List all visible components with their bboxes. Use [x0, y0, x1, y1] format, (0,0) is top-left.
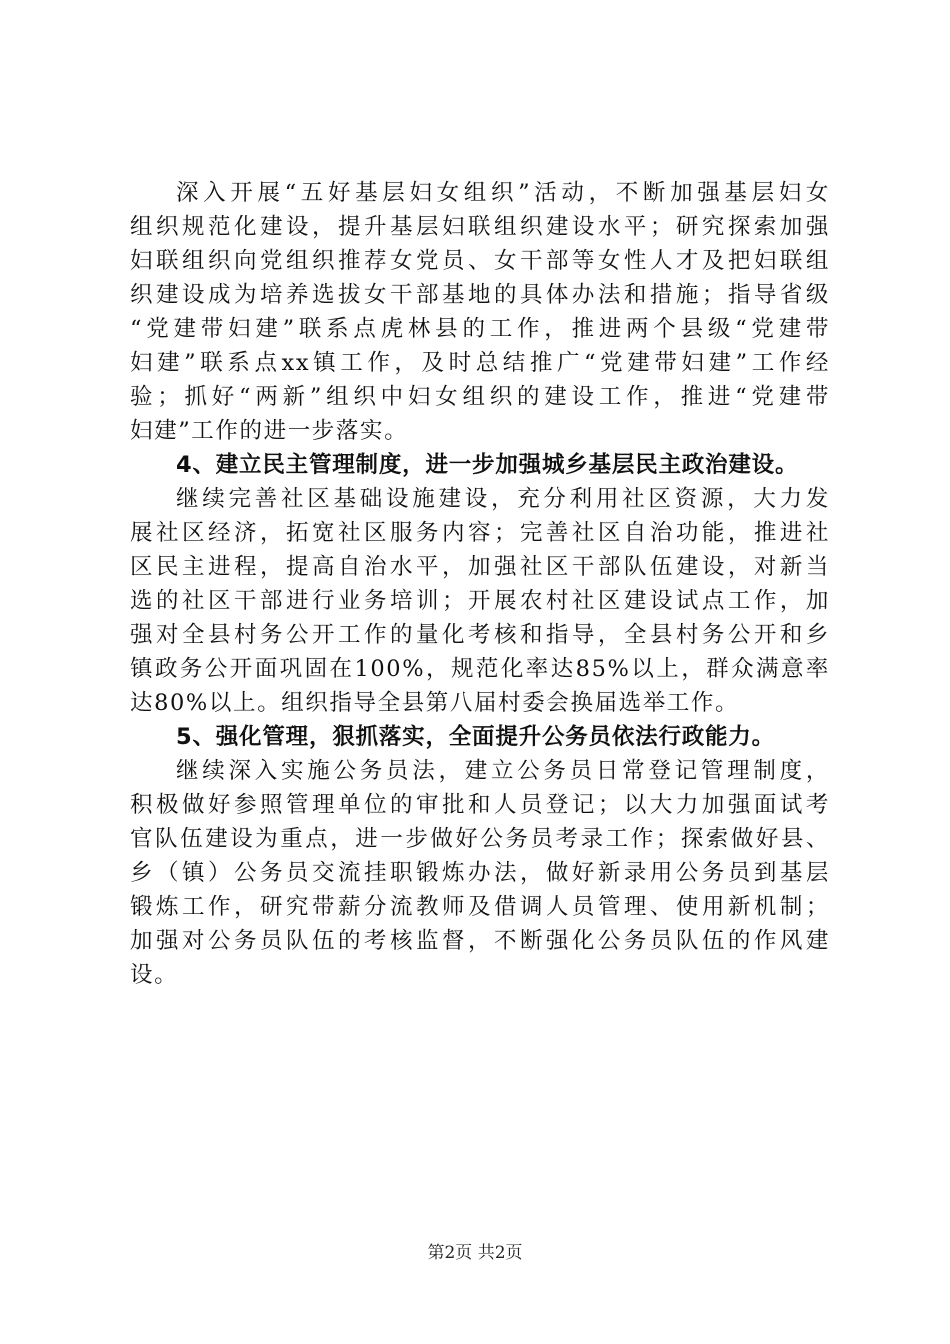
text-line: 达80%以上。组织指导全县第八届村委会换届选举工作。 — [130, 690, 740, 716]
paragraph-women-organizations — [130, 176, 830, 448]
document-body — [130, 176, 830, 992]
section-heading-5: 5、强化管理，狠抓落实，全面提升公务员依法行政能力。 — [176, 724, 775, 750]
text-line: 区民主进程，提高自治水平，加强社区干部队伍建设，对新当 — [130, 554, 830, 580]
section-heading-4: 4、建立民主管理制度，进一步加强城乡基层民主政治建设。 — [176, 452, 799, 478]
text-line: 验；抓好“两新”组织中妇女组织的建设工作，推进“党建带 — [130, 384, 830, 410]
paragraph-civil-servants — [130, 754, 830, 992]
text-line: 妇联组织向党组织推荐女党员、女干部等女性人才及把妇联组 — [130, 248, 830, 274]
text-line: 织建设成为培养选拔女干部基地的具体办法和措施；指导省级 — [130, 282, 830, 308]
text-line: 强对全县村务公开工作的量化考核和指导，全县村务公开和乡 — [130, 622, 830, 648]
text-line: 妇建”联系点xx镇工作，及时总结推广“党建带妇建”工作经 — [130, 350, 830, 376]
text-line: 设。 — [130, 962, 179, 988]
text-line: 镇政务公开面巩固在100%，规范化率达85%以上，群众满意率 — [130, 656, 830, 682]
text-line: “党建带妇建”联系点虎林县的工作，推进两个县级“党建带 — [130, 316, 830, 342]
text-line: 妇建”工作的进一步落实。 — [130, 418, 409, 444]
text-line: 加强对公务员队伍的考核监督，不断强化公务员队伍的作风建 — [130, 928, 830, 954]
page-number-footer: 第2页 共2页 — [427, 1243, 523, 1263]
text-line: 积极做好参照管理单位的审批和人员登记；以大力加强面试考 — [130, 792, 830, 818]
text-line: 继续完善社区基础设施建设，充分利用社区资源，大力发 — [176, 486, 830, 512]
text-line: 选的社区干部进行业务培训；开展农村社区建设试点工作，加 — [130, 588, 830, 614]
paragraph-democratic-management — [130, 482, 830, 720]
text-line: 深入开展“五好基层妇女组织”活动，不断加强基层妇女 — [176, 180, 830, 206]
text-line: 乡（镇）公务员交流挂职锻炼办法，做好新录用公务员到基层 — [130, 860, 830, 886]
text-line: 锻炼工作，研究带薪分流教师及借调人员管理、使用新机制； — [130, 894, 830, 920]
text-line: 组织规范化建设，提升基层妇联组织建设水平；研究探索加强 — [130, 214, 830, 240]
text-line: 展社区经济，拓宽社区服务内容；完善社区自治功能，推进社 — [130, 520, 830, 546]
text-line: 继续深入实施公务员法，建立公务员日常登记管理制度， — [176, 758, 830, 784]
text-line: 官队伍建设为重点，进一步做好公务员考录工作；探索做好县、 — [130, 826, 830, 852]
